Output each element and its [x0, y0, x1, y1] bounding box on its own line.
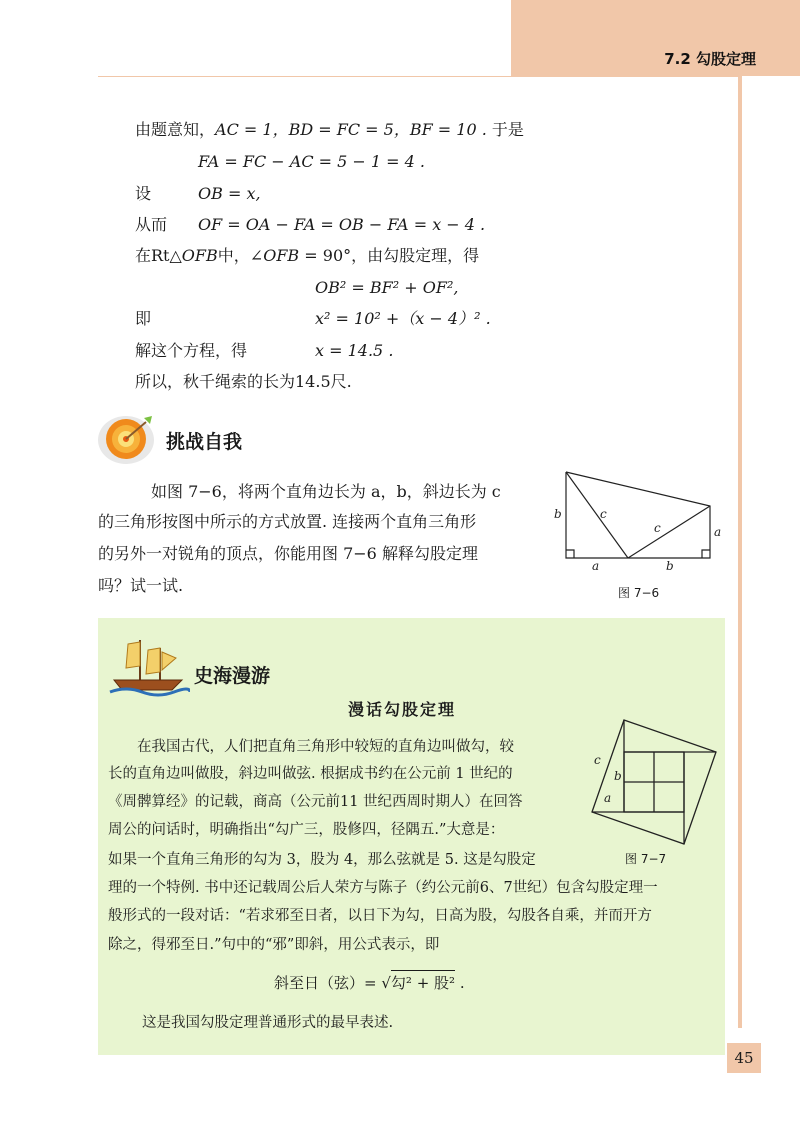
sqrt-sign: √: [381, 974, 391, 992]
history-closing: 这是我国勾股定理普通形式的最早表述.: [142, 1015, 394, 1031]
formula-end: .: [459, 974, 465, 992]
label-b-bottom: b: [666, 559, 674, 573]
challenge-line: 的另外一对锐角的顶点，你能用图 7−6 解释勾股定理: [98, 544, 478, 563]
figure-7-7-caption: 图 7−7: [625, 852, 667, 866]
label-a-bottom: a: [592, 559, 600, 573]
label-a-right: a: [714, 525, 722, 539]
solution-text: 中，∠: [217, 246, 264, 265]
history-line: 般形式的一段对话：“若求邪至日者，以日下为勾，日高为股，勾股各自乘，并而开方: [108, 908, 652, 924]
solution-math: AC = 1，BD = FC = 5，BF = 10 .: [215, 120, 487, 139]
solution-line-1: [135, 120, 524, 140]
history-title: 史海漫游: [194, 665, 271, 687]
page-number: 45: [734, 1049, 754, 1067]
solution-line-2: FA = FC − AC = 5 − 1 = 4 .: [198, 152, 426, 171]
solution-text: 在Rt△: [135, 246, 182, 265]
solution-line-3: OB = x,: [198, 184, 261, 203]
solution-line-9: 所以，秋千绳索的长为14.5尺.: [135, 372, 352, 391]
solution-text: 由题意知，: [135, 120, 216, 139]
solution-line-6: OB² = BF² + OF²,: [315, 278, 459, 297]
figure-7-6: [548, 466, 728, 576]
solution-line-7: x² = 10² +（x − 4）² .: [315, 309, 491, 328]
solution-text: = 90°，由勾股定理，得: [299, 246, 480, 265]
history-line: 理的一个特例. 书中还记载周公后人荣方与陈子（约公元前6、7世纪）包含勾股定理一: [108, 880, 658, 896]
label-b-left: b: [554, 507, 562, 521]
margin-band: [738, 76, 742, 1028]
solution-line-8: x = 14.5 .: [315, 341, 394, 360]
history-line: 长的直角边叫做股，斜边叫做弦. 根据成书约在公元前 1 世纪的: [108, 766, 513, 782]
solution-line-7-label: 即: [135, 309, 152, 328]
figure-7-6-caption: 图 7−6: [618, 586, 660, 600]
page-number-box: [727, 1043, 761, 1073]
label-c: c: [594, 753, 601, 767]
formula-left: 斜至日（弦）=: [274, 974, 377, 992]
header-band: [511, 0, 800, 76]
solution-line-5: [135, 246, 479, 266]
history-line: 除之，得邪至日.”句中的“邪”即斜，用公式表示，即: [108, 937, 440, 953]
solution-line-4: OF = OA − FA = OB − FA = x − 4 .: [198, 215, 486, 234]
history-line: 在我国古代，人们把直角三角形中较短的直角边叫做勾，较: [108, 739, 514, 755]
challenge-line: 的三角形按图中所示的方式放置. 连接两个直角三角形: [98, 512, 477, 531]
challenge-title: 挑战自我: [166, 431, 243, 453]
history-line: 周公的问话时，明确指出“勾广三，股修四，径隅五.”大意是：: [108, 822, 505, 838]
challenge-line: 吗？试一试.: [98, 576, 184, 595]
formula-radicand: 勾² + 股²: [391, 970, 455, 993]
history-heading: 漫话勾股定理: [348, 700, 457, 719]
label-b: b: [614, 769, 622, 783]
target-icon: [96, 410, 160, 466]
solution-math: OFB: [263, 246, 300, 265]
history-line: 如果一个直角三角形的勾为 3，股为 4，那么弦就是 5. 这是勾股定: [108, 852, 536, 868]
challenge-line: 如图 7−6，将两个直角边长为 a，b，斜边长为 c: [135, 482, 501, 501]
figure-7-7: [588, 718, 720, 846]
label-a: a: [604, 791, 612, 805]
section-title: 7.2 勾股定理: [664, 50, 756, 68]
history-line: 《周髀算经》的记载，商高（公元前11 世纪西周时期人）在回答: [108, 794, 523, 810]
ship-icon: [106, 636, 190, 698]
label-c-right: c: [654, 521, 661, 535]
solution-math: OFB: [181, 246, 218, 265]
solution-text: 于是: [486, 120, 524, 139]
label-c-left: c: [600, 507, 607, 521]
formula: [274, 970, 465, 993]
solution-line-8-label: 解这个方程，得: [135, 341, 248, 360]
header-rule: [98, 76, 738, 77]
solution-line-4-label: 从而: [135, 215, 168, 234]
solution-line-3-label: 设: [135, 184, 152, 203]
